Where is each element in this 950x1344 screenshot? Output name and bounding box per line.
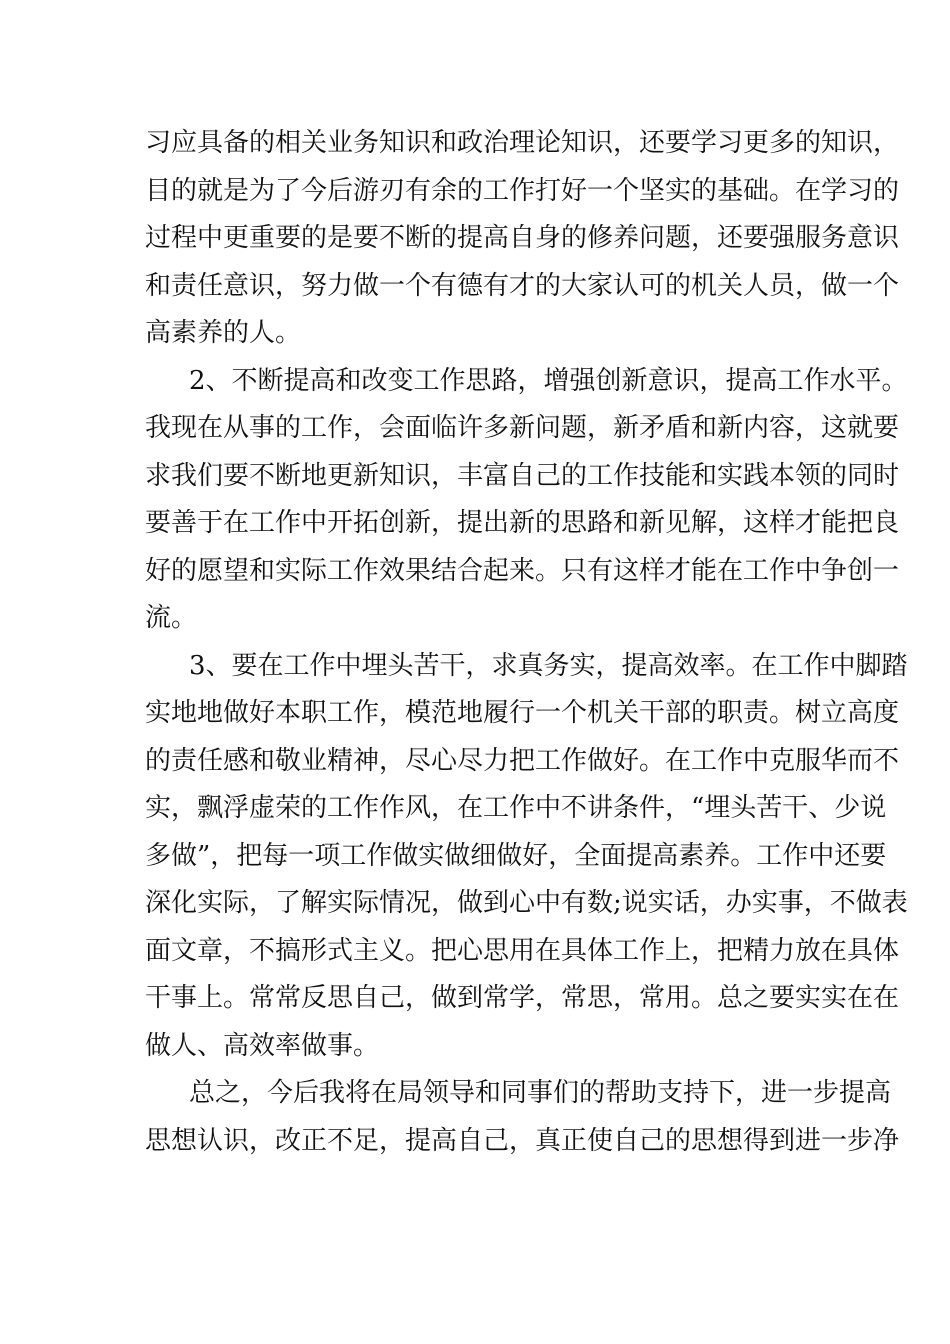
text-line: 好的愿望和实际工作效果结合起来。只有这样才能在工作中争创一	[145, 555, 900, 586]
text-line: 和责任意识，努力做一个有德有才的大家认可的机关人员，做一个	[145, 270, 900, 301]
text-line: 实，飘浮虚荣的工作作风，在工作中不讲条件，“埋头苦干、少说	[145, 793, 887, 823]
text-line: 要善于在工作中开拓创新，提出新的思路和新见解，这样才能把良	[145, 508, 900, 538]
text-line: 的责任感和敬业精神，尽心尽力把工作做好。在工作中克服华而不	[145, 745, 900, 776]
document-body	[145, 120, 908, 1165]
text-line: 3、要在工作中埋头苦干，求真务实，提高效率。在工作中脚踏	[189, 650, 908, 681]
text-line: 思想认识，改正不足，提高自己，真正使自己的思想得到进一步净	[145, 1125, 900, 1156]
text-line: 高素养的人。	[145, 318, 302, 348]
text-line: 2、不断提高和改变工作思路，增强创新意识，提高工作水平。	[189, 365, 908, 396]
text-line: 实地地做好本职工作，模范地履行一个机关干部的职责。树立高度	[145, 698, 900, 728]
text-line: 做人、高效率做事。	[145, 1030, 380, 1061]
text-line: 面文章，不搞形式主义。把心思用在具体工作上，把精力放在具体	[145, 935, 900, 966]
text-line: 我现在从事的工作，会面临许多新问题，新矛盾和新内容，这就要	[145, 413, 900, 443]
text-line: 求我们要不断地更新知识，丰富自己的工作技能和实践本领的同时	[145, 460, 900, 491]
text-line: 多做”，把每一项工作做实做细做好，全面提高素养。工作中还要	[145, 840, 887, 871]
text-line: 过程中更重要的是要不断的提高自身的修养问题，还要强服务意识	[145, 223, 900, 253]
text-line: 干事上。常常反思自己，做到常学，常思，常用。总之要实实在在	[145, 983, 900, 1013]
text-line: 习应具备的相关业务知识和政治理论知识，还要学习更多的知识，	[145, 128, 900, 158]
text-line: 流。	[145, 603, 198, 633]
text-line: 深化实际，了解实际情况，做到心中有数;说实话，办实事，不做表	[145, 888, 908, 918]
text-line: 目的就是为了今后游刃有余的工作打好一个坚实的基础。在学习的	[145, 175, 900, 206]
text-line: 总之，今后我将在局领导和同事们的帮助支持下，进一步提高	[189, 1078, 892, 1108]
